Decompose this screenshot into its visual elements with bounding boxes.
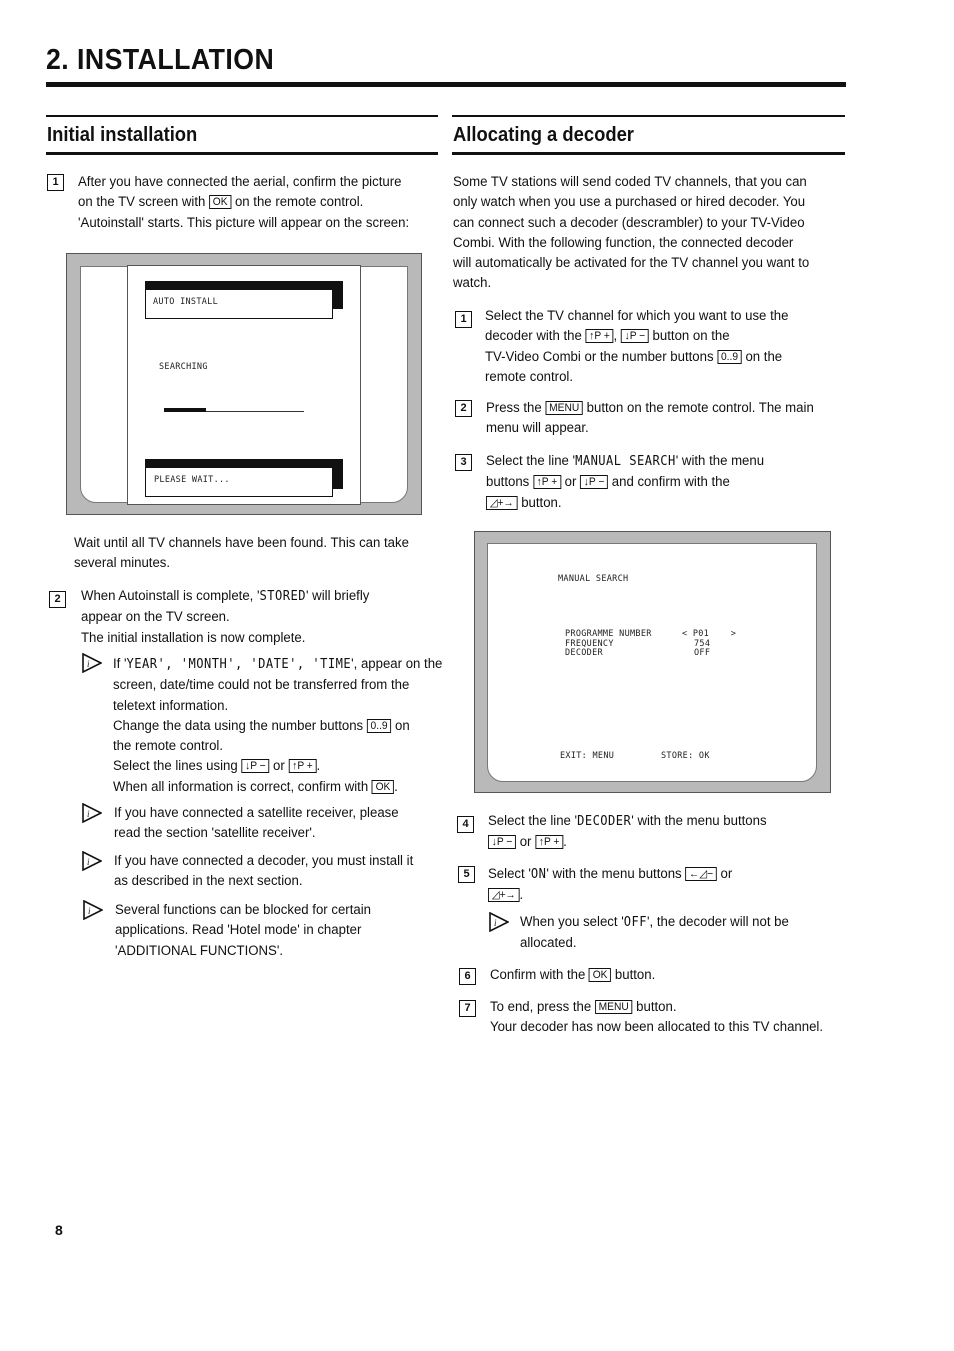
text-line: teletext information. <box>113 697 229 714</box>
text-span: or <box>519 834 532 851</box>
text-span: When you select ' <box>520 914 624 930</box>
manual-search-screen <box>474 531 831 793</box>
screen-row-value: OFF <box>694 648 711 658</box>
page-number: 8 <box>55 1222 63 1238</box>
text-line: screen, date/time could not be transferred from the <box>113 677 410 694</box>
text-span: To end, press the <box>490 999 592 1015</box>
text-line <box>113 716 442 736</box>
text-span: . <box>394 778 398 795</box>
text-span: on the <box>745 348 783 365</box>
text-line <box>78 192 409 212</box>
text-line: remote control. <box>485 368 574 385</box>
ok-key: OK <box>372 780 394 794</box>
text-line: 'Autoinstall' starts. This picture will appear on the screen: <box>78 214 410 231</box>
text-span: DECODER <box>577 814 632 829</box>
text-span: When Autoinstall is complete, ' <box>81 588 260 604</box>
p-plus-key: ↑P + <box>585 329 613 343</box>
text-span: Select the line ' <box>486 453 576 469</box>
text-line <box>113 756 442 776</box>
text-line <box>486 493 764 513</box>
text-line: If you have connected a satellite receiver, please <box>114 805 399 821</box>
text-span: buttons <box>486 474 530 491</box>
left-arrow-key: ←◿− <box>685 867 717 881</box>
text-line <box>488 811 767 832</box>
p-minus-key: ↓P − <box>241 759 269 773</box>
right-step3-text <box>486 451 764 513</box>
chapter-rule <box>46 82 846 87</box>
right-step5-text <box>488 864 732 906</box>
menu-key: MENU <box>545 401 583 415</box>
text-span: button. <box>614 967 656 983</box>
menu-key: MENU <box>595 1000 633 1014</box>
text-span: or <box>273 758 285 775</box>
text-line <box>113 654 442 675</box>
text-span: OFF <box>623 915 647 930</box>
text-span: ', appear on the <box>351 656 443 672</box>
svg-text:i: i <box>494 918 497 928</box>
progress-fill <box>164 408 206 412</box>
text-span: on <box>395 717 410 734</box>
info-note-icon <box>489 912 509 932</box>
text-span: If ' <box>113 656 127 672</box>
text-line <box>485 326 788 346</box>
screen-title: AUTO INSTALL <box>153 297 219 307</box>
text-span: YEAR', 'MONTH', 'DATE', 'TIME <box>126 657 352 672</box>
right-step4-text <box>488 811 767 853</box>
text-span: button. <box>636 999 677 1015</box>
text-span: on the TV screen with <box>78 194 206 211</box>
screen-wait: PLEASE WAIT... <box>154 475 230 485</box>
text-span: MANUAL SEARCH <box>575 454 676 469</box>
step-number-7: 7 <box>459 1000 476 1017</box>
screen-inner <box>487 543 817 782</box>
step-number-2: 2 <box>49 591 66 608</box>
left-note1-text <box>113 654 442 797</box>
right-heading-rule-top <box>452 115 845 117</box>
text-line: Select the TV channel for which you want to use the <box>485 308 789 324</box>
text-line: only watch when you use a purchased or hired decoder. You <box>453 194 806 211</box>
step-number-5: 5 <box>458 866 475 883</box>
p-minus-key: ↓P − <box>488 835 516 849</box>
text-line: After you have connected the aerial, confirm the picture <box>78 174 402 190</box>
p-minus-key: ↓P − <box>580 475 608 489</box>
right-step1-text <box>485 306 788 387</box>
right-note-text <box>520 912 789 954</box>
text-line <box>488 864 732 885</box>
screen-row-label: DECODER <box>565 648 603 658</box>
text-span: or <box>564 474 577 491</box>
left-heading-rule-bottom <box>46 152 438 155</box>
text-span: Confirm with the <box>490 967 586 983</box>
text-span: ' will briefly <box>306 588 370 604</box>
screen-values <box>682 630 736 659</box>
text-line: Several functions can be blocked for certain <box>115 902 371 918</box>
right-arrow-key: ◿+→ <box>486 496 518 510</box>
screen-panel <box>127 265 361 505</box>
text-line <box>486 398 814 418</box>
left-section-heading: Initial installation <box>47 124 198 146</box>
screen-row-label: FREQUENCY <box>565 638 614 649</box>
text-line <box>488 885 732 905</box>
right-section-heading: Allocating a decoder <box>453 124 634 146</box>
info-note-icon <box>82 653 102 673</box>
number-keys: 0..9 <box>367 719 392 733</box>
left-note2-text <box>114 803 399 844</box>
right-step7-text <box>490 997 823 1038</box>
right-arrow-key: ◿+→ <box>488 888 520 902</box>
text-line: Your decoder has now been allocated to this TV channel. <box>490 1019 824 1036</box>
text-span: When all information is correct, confirm with <box>113 778 369 795</box>
text-span: ON <box>530 867 547 882</box>
left-heading-rule-top <box>46 115 438 117</box>
text-span: Select ' <box>488 866 531 882</box>
screen-labels <box>565 630 652 659</box>
text-line: menu will appear. <box>486 420 589 437</box>
text-span: on the remote control. <box>234 194 364 211</box>
text-span: and confirm with the <box>611 474 730 491</box>
text-line <box>490 997 823 1017</box>
text-span: ' with the menu buttons <box>631 813 767 829</box>
text-line: as described in the next section. <box>114 873 303 890</box>
text-line: appear on the TV screen. <box>81 609 230 626</box>
right-step2-text <box>486 398 814 439</box>
text-line: Combi. With the following function, the connected decoder <box>453 234 794 251</box>
left-step1-text <box>78 172 409 233</box>
text-line: Wait until all TV channels have been found. This can take <box>74 535 409 551</box>
svg-text:i: i <box>88 906 91 916</box>
screen-status: SEARCHING <box>159 362 208 372</box>
p-plus-key: ↑P + <box>533 475 561 489</box>
text-line: will automatically be activated for the TV channel you want to <box>453 255 810 272</box>
step-number-1: 1 <box>455 311 472 328</box>
text-span: . <box>519 887 524 904</box>
number-keys: 0..9 <box>717 350 742 364</box>
text-line <box>486 451 764 472</box>
right-intro <box>453 172 809 294</box>
screen-row-value: 754 <box>694 638 711 649</box>
text-span: ', the decoder will not be <box>646 914 789 930</box>
screen-exit: EXIT: MENU <box>560 751 615 761</box>
step-number-1: 1 <box>47 174 64 191</box>
text-line: applications. Read 'Hotel mode' in chapter <box>115 922 362 939</box>
right-step6-text <box>490 965 655 985</box>
text-line: read the section 'satellite receiver'. <box>114 825 316 842</box>
text-line <box>520 912 789 933</box>
left-note3-text <box>114 851 413 892</box>
text-span: button on the remote control. The main <box>586 400 814 416</box>
p-plus-key: ↑P + <box>535 835 563 849</box>
right-heading-rule-bottom <box>452 152 845 155</box>
text-line: Some TV stations will send coded TV channels, that you can <box>453 174 807 190</box>
step-number-3: 3 <box>455 454 472 471</box>
step-number-6: 6 <box>459 968 476 985</box>
text-span: , <box>613 328 618 345</box>
left-step2-text <box>81 586 369 648</box>
left-note4-text <box>115 900 371 961</box>
info-note-icon <box>82 851 102 871</box>
ok-key: OK <box>209 195 231 209</box>
text-line: the remote control. <box>113 738 224 755</box>
info-note-icon <box>82 803 102 823</box>
screen-row-value: < P01 > <box>682 629 737 639</box>
text-line: If you have connected a decoder, you must install it <box>114 853 414 869</box>
text-span: Change the data using the number buttons <box>113 717 364 734</box>
svg-text:i: i <box>87 857 90 867</box>
screen-row-label: PROGRAMME NUMBER <box>565 629 652 639</box>
text-span: TV-Video Combi or the number buttons <box>485 348 714 365</box>
text-span: Select the line ' <box>488 813 578 829</box>
auto-install-screen <box>66 253 422 515</box>
ok-key: OK <box>589 968 611 982</box>
text-span: Press the <box>486 400 542 416</box>
text-span: button on the <box>652 328 730 345</box>
text-span: decoder with the <box>485 328 582 345</box>
text-span: . <box>316 758 321 775</box>
text-line <box>485 347 788 367</box>
text-span: . <box>563 834 567 851</box>
text-line <box>81 586 369 607</box>
text-span: or <box>720 866 733 882</box>
progress-track <box>164 411 304 412</box>
text-line: 'ADDITIONAL FUNCTIONS'. <box>115 942 284 959</box>
p-plus-key: ↑P + <box>288 759 316 773</box>
text-span: ' with the menu buttons <box>546 866 682 882</box>
screen-title: MANUAL SEARCH <box>558 574 629 584</box>
step-number-4: 4 <box>457 816 474 833</box>
screen-store: STORE: OK <box>661 751 710 761</box>
p-minus-key: ↓P − <box>621 329 649 343</box>
svg-text:i: i <box>87 809 90 819</box>
text-line: allocated. <box>520 935 577 952</box>
info-note-icon <box>83 900 103 920</box>
text-line <box>113 777 442 797</box>
text-span: STORED <box>259 589 307 604</box>
text-span: button. <box>521 494 562 511</box>
text-line: can connect such a decoder (descrambler) to your TV-Video <box>453 214 805 231</box>
chapter-title: 2. INSTALLATION <box>46 44 275 76</box>
svg-text:i: i <box>87 659 90 669</box>
text-line <box>490 965 655 985</box>
text-line: watch. <box>453 275 492 292</box>
wait-text <box>74 533 409 574</box>
text-line <box>488 832 767 852</box>
text-line: several minutes. <box>74 555 171 572</box>
text-span: ' with the menu <box>675 453 765 469</box>
step-number-2: 2 <box>455 400 472 417</box>
text-line: The initial installation is now complete. <box>81 629 306 646</box>
text-span: Select the lines using <box>113 758 238 775</box>
text-line <box>486 472 764 492</box>
